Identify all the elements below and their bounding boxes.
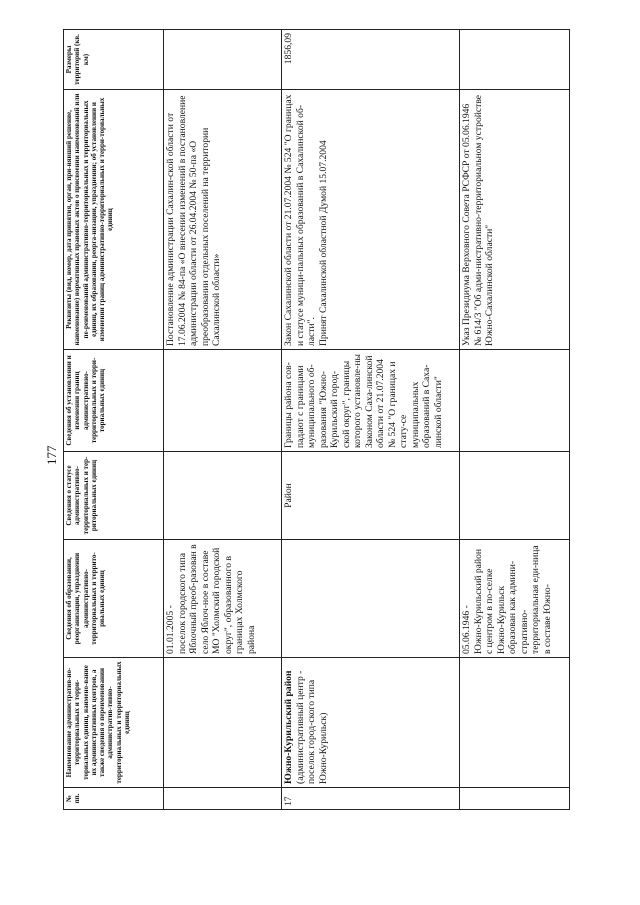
unit-name-title: Южно-Курильский район <box>283 670 294 784</box>
table-row-next <box>460 30 570 810</box>
header-num: № пп. <box>64 788 164 810</box>
cell-num-17: 17 <box>282 788 460 810</box>
unit-name-details: (административный центр - поселок город-ского типа Южно-Курильск) <box>294 670 329 784</box>
header-status: Сведения о статусе административно-территориальных и тер-риториальных единиц <box>64 452 164 540</box>
cell-formation-next: 05.06.1946 - Южно-Курильский район с центром в по-селке Южно-Курильск образован как админи-стративно-территориальная еди-ница в составе Южно- <box>460 540 570 658</box>
header-formation: Сведения об образовании, реорганизации, упразднении административно-территориальных и террито-риальных единиц <box>64 540 164 658</box>
cell-name-17 <box>282 658 460 788</box>
cell-status-17: Район <box>282 452 460 540</box>
header-area: Размеры территорий (кв. км) <box>64 30 164 90</box>
header-requisites: Реквизиты (вид, номер, дата принятия, орган, при-нявший решение, наименование) нормативных правовых актов о присвоении наименований или пе-реименований административно-территориальных и территориальных единиц, их образовании, реорга-низации, упразднении; об установлении и изменении границ административно-территориальных и терри-ториальных единиц <box>64 90 164 350</box>
cell-requisites-prev: Постановление администрации Сахалин-ской области от 17.06.2004 № 84-па «О внесении изменений в постановление администрации области от 26.04.2004 № 50-па «О преобразовании отдельных поселений на территории Сахалинской области» <box>164 90 282 350</box>
territorial-units-table <box>63 29 570 810</box>
cell-borders-17: Границы района сов-падают с границами муниципального об-разования "Южно-Курильский город-ской округ", границы которого установле-ны Законом Саха-линской области от 21.07.2004 № 524 "О границах и стату-се муниципальных образований в Саха-линской области" <box>282 350 460 452</box>
cell-formation-prev: 01.01.2005 - поселок городского типа Яблочный преоб-разован в село Яблоч-ное в составе МО "Холмский городской округ", образованного в границах Холмского района <box>164 540 282 658</box>
page-number: 177 <box>44 445 59 465</box>
table-row-previous <box>164 30 282 810</box>
cell-requisites-next: Указ Президиума Верховного Совета РСФСР от 05.06.1946 № 614/3 "Об адми-нистративно-территориальном устройстве Южно-Сахалинской области" <box>460 90 570 350</box>
table-header-row <box>64 30 164 810</box>
cell-area-17: 1856,09 <box>282 30 460 90</box>
table-row-17 <box>282 30 460 810</box>
header-name: Наименование административ-но-территориальных и терри-ториальных единиц, наимено-вание их административных центров, а также сведения о переименовании административ-тивно-территориальных и территориальных единиц <box>64 658 164 788</box>
header-borders: Сведения об установлении и изменении границ административно-территориальных и терри-ториальных единиц <box>64 350 164 452</box>
cell-requisites-17: Закон Сахалинской области от 21.07.2004 № 524 "О границах и статусе муници-пальных образований в Сахалинской об-ласти". Принят Сахалинской областной Думой 15.07.2004 <box>282 90 460 350</box>
